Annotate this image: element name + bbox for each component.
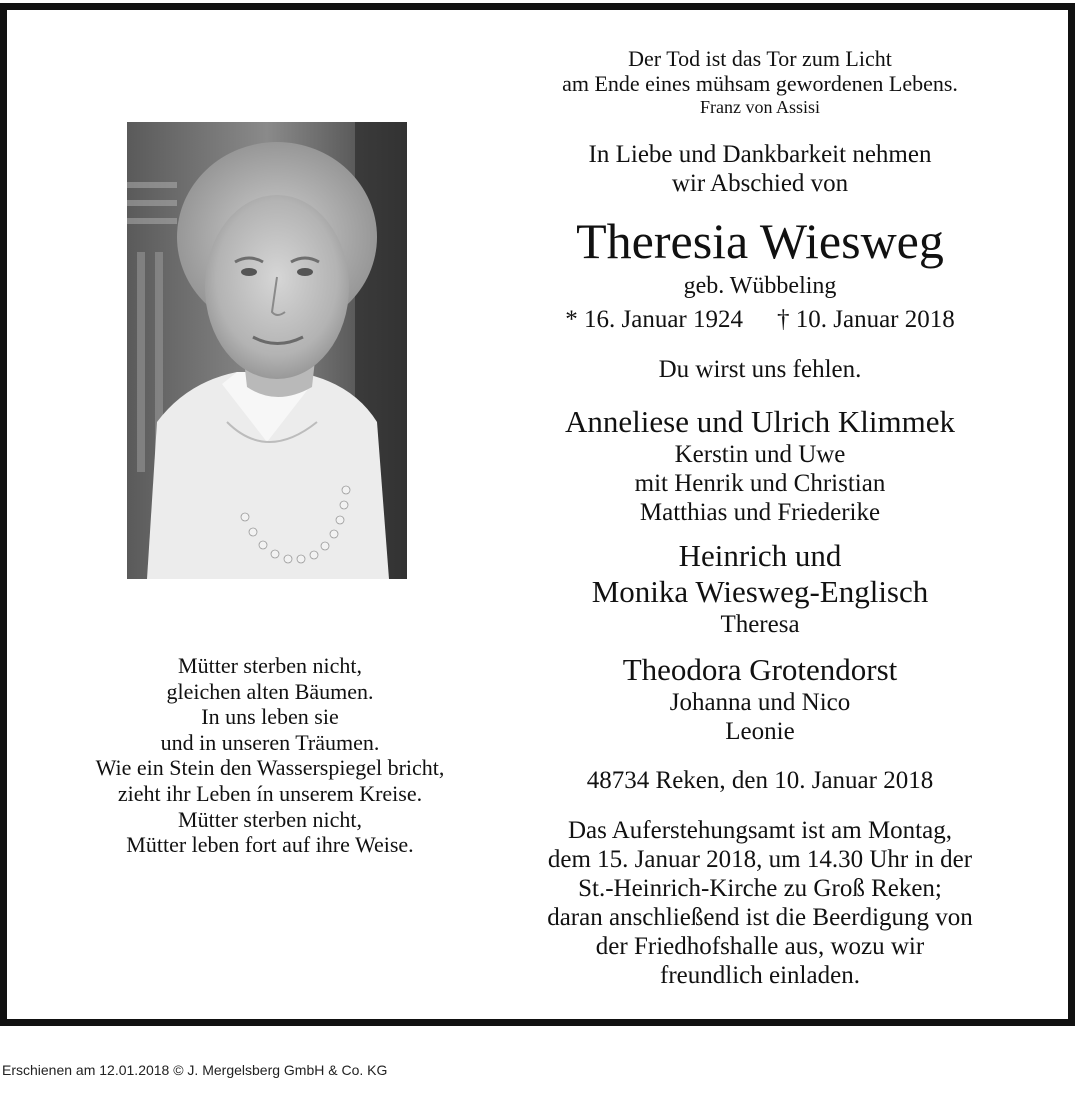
life-dates xyxy=(500,305,1020,335)
family-member: Matthias und Friederike xyxy=(639,499,881,526)
deceased-name xyxy=(500,212,1020,270)
quote-line: am Ende eines mühsam gewordenen Lebens. xyxy=(562,71,958,96)
deceased-name-text: Theresia Wiesweg xyxy=(576,213,944,269)
family-group xyxy=(500,404,1020,527)
notice-line: dem 15. Januar 2018, um 14.30 Uhr in der xyxy=(547,846,973,873)
family-group xyxy=(500,538,1020,639)
poem-line: und in unseren Träumen. xyxy=(160,729,380,755)
publication-footer: Erschienen am 12.01.2018 © J. Mergelsberg GmbH & Co. KG xyxy=(2,1062,388,1078)
poem xyxy=(40,653,500,858)
notice-line: freundlich einladen. xyxy=(660,962,860,989)
notice-line: St.-Heinrich-Kirche zu Groß Reken; xyxy=(578,875,942,902)
notice-line: der Friedhofshalle aus, wozu wir xyxy=(595,933,925,960)
place-date xyxy=(500,766,1020,796)
poem-line: Mütter sterben nicht, xyxy=(178,653,362,678)
family-head: Monika Wiesweg-Englisch xyxy=(591,574,929,609)
family-member: Johanna und Nico xyxy=(669,689,851,716)
family-member: Leonie xyxy=(725,718,795,745)
intro-line: wir Abschied von xyxy=(671,170,849,197)
quote-line: Der Tod ist das Tor zum Licht xyxy=(628,46,892,71)
family-group xyxy=(500,652,1020,746)
farewell-text: Du wirst uns fehlen. xyxy=(658,356,862,383)
quote-author: Franz von Assisi xyxy=(699,97,820,117)
poem-line: Mütter leben fort auf ihre Weise. xyxy=(126,832,414,858)
family-head: Heinrich und xyxy=(678,538,842,573)
poem-line: Wie ein Stein den Wasserspiegel bricht, xyxy=(95,755,445,781)
place-date-text: 48734 Reken, den 10. Januar 2018 xyxy=(586,767,934,794)
poem-line: gleichen alten Bäumen. xyxy=(166,678,374,704)
portrait-photo xyxy=(127,122,407,579)
poem-line: In uns leben sie xyxy=(201,704,339,730)
birth-name xyxy=(500,272,1020,300)
birth-date: * 16. Januar 1924 xyxy=(565,306,743,333)
notice-line: daran anschließend ist die Beerdigung von xyxy=(547,904,973,931)
birth-name-text: geb. Wübbeling xyxy=(683,273,837,299)
service-notice xyxy=(500,816,1020,990)
farewell xyxy=(500,355,1020,385)
death-date: † 10. Januar 2018 xyxy=(777,306,955,333)
family-head: Theodora Grotendorst xyxy=(622,652,898,687)
family-head: Anneliese und Ulrich Klimmek xyxy=(565,404,955,439)
intro xyxy=(500,140,1020,198)
poem-line: zieht ihr Leben ín unserem Kreise. xyxy=(117,780,423,806)
notice-line: Das Auferstehungsamt ist am Montag, xyxy=(568,817,952,844)
quote xyxy=(500,46,1020,118)
family-member: mit Henrik und Christian xyxy=(634,470,886,497)
poem-line: Mütter sterben nicht, xyxy=(178,806,362,832)
intro-line: In Liebe und Dankbarkeit nehmen xyxy=(588,141,932,168)
family-member: Theresa xyxy=(720,611,800,638)
family-member: Kerstin und Uwe xyxy=(674,441,846,468)
